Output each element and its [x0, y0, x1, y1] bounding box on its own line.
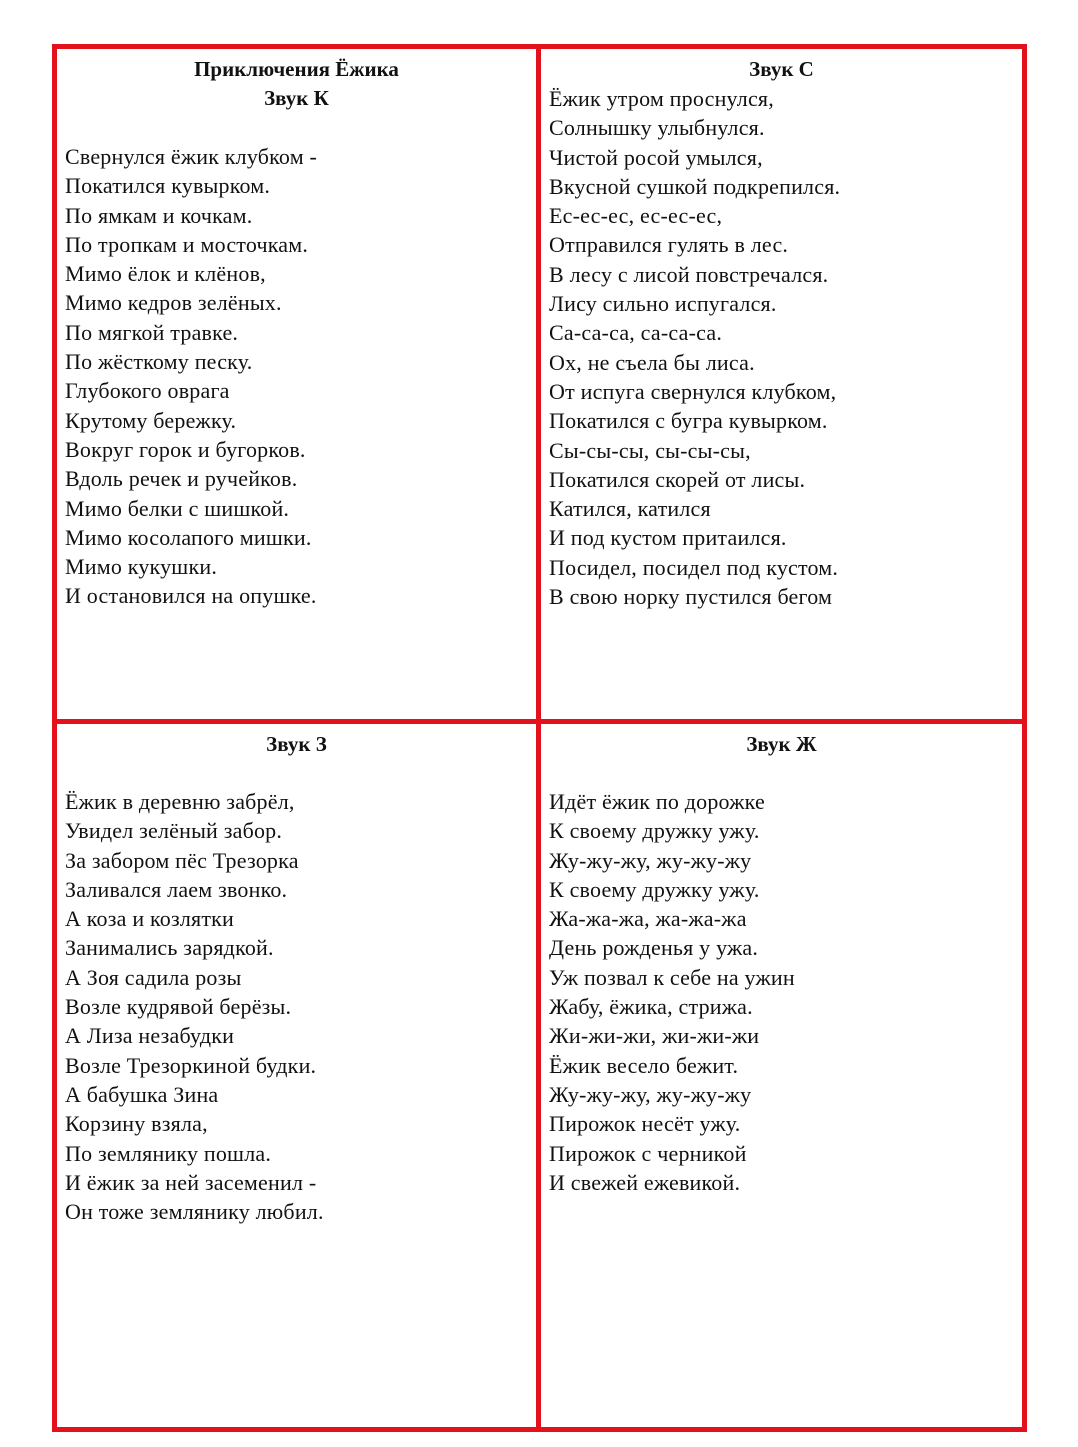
poem-line: Возле кудрявой берёзы.: [65, 994, 292, 1020]
poem-line: Заливался лаем звонко.: [65, 876, 288, 902]
poem-line: И остановился на опушке.: [65, 583, 317, 609]
poem-line: Мимо кедров зелёных.: [65, 290, 282, 316]
poem-line: Занимались зарядкой.: [65, 935, 274, 961]
poem-line: Покатился кувырком.: [65, 173, 271, 199]
poem-line: За забором пёс Трезорка: [65, 847, 299, 873]
poem-line: Покатился с бугра кувырком.: [549, 408, 828, 434]
poem-line: Корзину взяла,: [65, 1111, 208, 1137]
poem-line: Покатился скорей от лисы.: [549, 466, 806, 492]
poem-line: Посидел, посидел под кустом.: [549, 554, 839, 580]
poem-grid: [52, 44, 1027, 1432]
panel-heading: Звук З: [266, 732, 327, 756]
poem-line: По жёсткому песку.: [65, 349, 253, 375]
poem-line: По тропкам и мосточкам.: [65, 231, 309, 257]
poem-line: Ёжик весело бежит.: [549, 1052, 739, 1078]
poem-line: А Лиза незабудки: [65, 1023, 235, 1049]
panel-sound-s: [541, 49, 1022, 724]
poem-line: В свою норку пустился бегом: [549, 584, 833, 610]
panel-heading: Звук Ж: [746, 732, 817, 756]
poem-line: А Зоя садила розы: [65, 964, 242, 990]
poem-line: Солнышку улыбнулся.: [549, 115, 765, 141]
poem-line: Са-са-са, са-са-са.: [549, 320, 723, 346]
poem-line: К своему дружку ужу.: [549, 876, 760, 902]
poem-line: День рожденья у ужа.: [549, 935, 759, 961]
poem-line: Ес-ес-ес, ес-ес-ес,: [549, 203, 723, 229]
poem-line: По землянику пошла.: [65, 1140, 272, 1166]
poem-line: Вкусной сушкой подкрепился.: [549, 173, 841, 199]
poem-line: Мимо ёлок и клёнов,: [65, 261, 266, 287]
poem-line: И свежей ежевикой.: [549, 1169, 741, 1195]
poem-line: И ёжик за ней засеменил -: [65, 1169, 317, 1195]
poem-line: Жабу, ёжика, стрижа.: [549, 994, 753, 1020]
poem-line: Жу-жу-жу, жу-жу-жу: [549, 847, 752, 873]
poem-line: Чистой росой умылся,: [549, 144, 763, 170]
panel-heading: Звук С: [749, 57, 814, 81]
poem-line: Отправился гулять в лес.: [549, 232, 789, 258]
poem-line: Ёжик утром проснулся,: [549, 86, 774, 111]
poem-line: Ох, не съела бы лиса.: [549, 349, 755, 375]
panel-heading: Звук К: [264, 86, 329, 110]
poem-lines: [549, 787, 1022, 1197]
poem-line: От испуга свернулся клубком,: [549, 378, 837, 404]
poem-line: Глубокого оврага: [65, 378, 230, 404]
poem-lines: [65, 142, 536, 611]
poem-lines: [549, 84, 1022, 611]
poem-line: Мимо белки с шишкой.: [65, 495, 290, 521]
poem-line: Ёжик в деревню забрёл,: [65, 789, 295, 814]
poem-line: Сы-сы-сы, сы-сы-сы,: [549, 437, 751, 463]
poem-line: А бабушка Зина: [65, 1081, 219, 1107]
poem-line: Пирожок с черникой: [549, 1140, 747, 1166]
poem-line: К своему дружку ужу.: [549, 818, 760, 844]
poem-line: По мягкой травке.: [65, 319, 239, 345]
poem-line: Мимо косолапого мишки.: [65, 524, 312, 550]
panel-sound-k: [57, 49, 541, 724]
poem-line: И под кустом притаился.: [549, 525, 787, 551]
poem-line: Мимо кукушки.: [65, 554, 218, 580]
poem-line: В лесу с лисой повстречался.: [549, 261, 829, 287]
poem-line: По ямкам и кочкам.: [65, 202, 253, 228]
poem-line: Жи-жи-жи, жи-жи-жи: [549, 1023, 760, 1049]
poem-line: Жу-жу-жу, жу-жу-жу: [549, 1081, 752, 1107]
poem-line: Катился, катился: [549, 496, 711, 522]
panel-sound-zh: [541, 724, 1022, 1427]
poem-line: Пирожок несёт ужу.: [549, 1111, 741, 1137]
poem-line: Жа-жа-жа, жа-жа-жа: [549, 906, 747, 932]
poem-line: Лису сильно испугался.: [549, 291, 777, 317]
poem-line: Вдоль речек и ручейков.: [65, 466, 298, 492]
panel-sound-z: [57, 724, 541, 1427]
poem-line: Идёт ёжик по дорожке: [549, 789, 765, 814]
poem-line: Свернулся ёжик клубком -: [65, 144, 318, 169]
poem-line: Увидел зелёный забор.: [65, 818, 283, 844]
poem-line: Он тоже землянику любил.: [65, 1199, 324, 1225]
document-title: Приключения Ёжика: [194, 57, 399, 81]
poem-line: Вокруг горок и бугорков.: [65, 436, 306, 462]
poem-line: Возле Трезоркиной будки.: [65, 1052, 317, 1078]
poem-line: А коза и козлятки: [65, 906, 235, 932]
poem-line: Крутому бережку.: [65, 407, 237, 433]
poem-line: Уж позвал к себе на ужин: [549, 964, 795, 990]
poem-lines: [65, 787, 536, 1226]
